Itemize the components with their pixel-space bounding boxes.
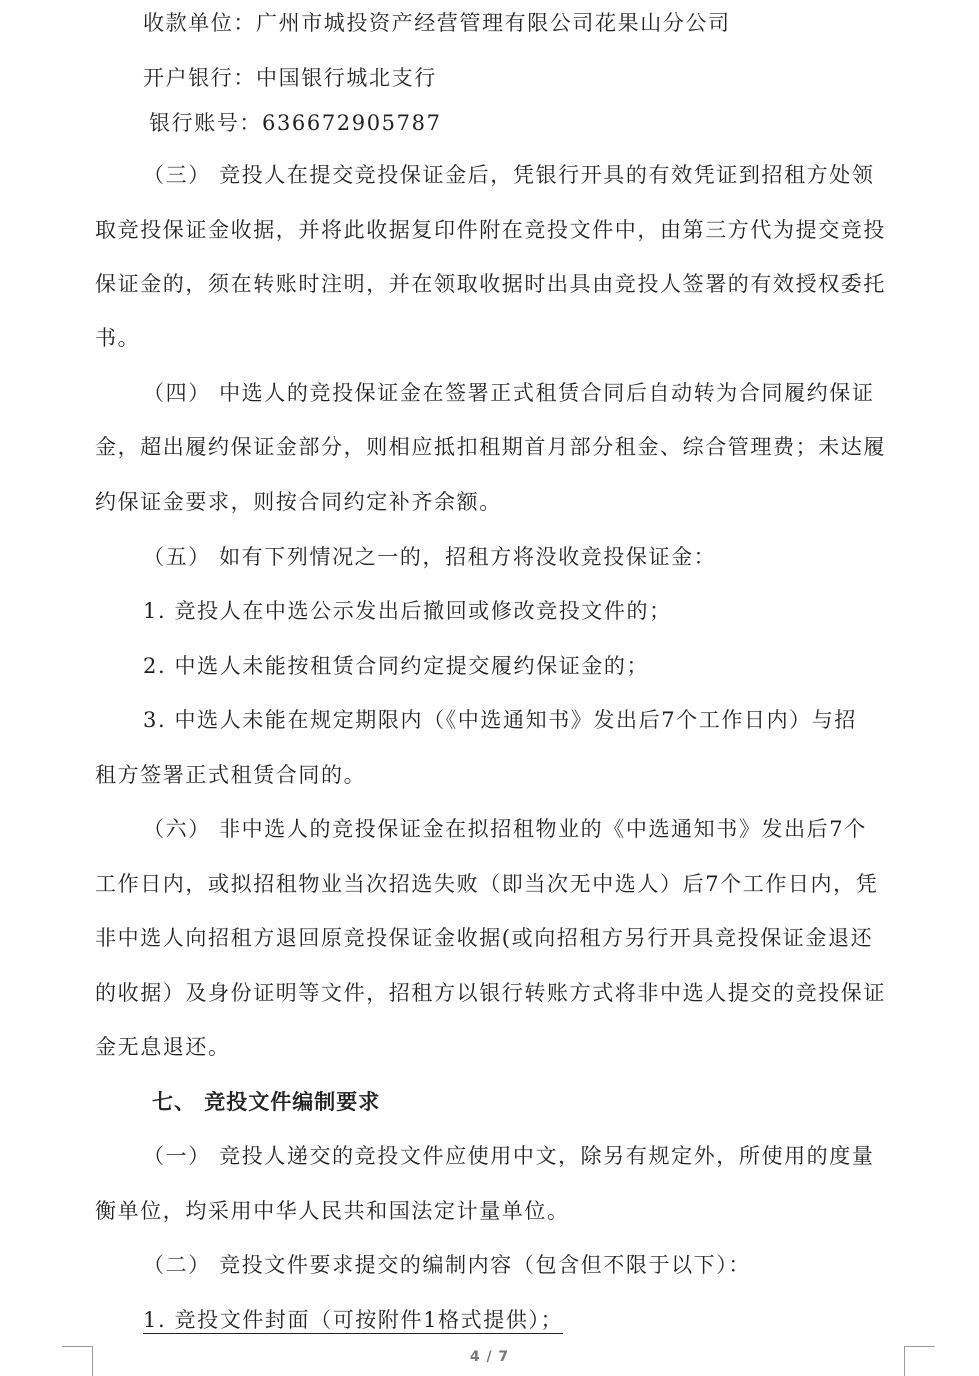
paragraph-line: 租方签署正式租赁合同的。: [95, 763, 367, 787]
list-item: 1. 竞投人在中选公示发出后撤回或修改竞投文件的；: [143, 599, 672, 623]
paragraph-line: 的收据）及身份证明等文件，招租方以银行转账方式将非中选人提交的竞投保证: [95, 981, 886, 1005]
paragraph-line: 衡单位，均采用中华人民共和国法定计量单位。: [95, 1199, 570, 1223]
crop-mark-left-horizontal: [62, 1346, 93, 1347]
paragraph-line: （五） 如有下列情况之一的，招租方将没收竞投保证金：: [143, 545, 717, 569]
paragraph-line: （三） 竞投人在提交竞投保证金后，凭银行开具的有效凭证到招租方处领: [143, 163, 875, 187]
paragraph-line: 金无息退还。: [95, 1035, 231, 1059]
paragraph-line: 工作日内，或拟招租物业当次招选失败（即当次无中选人）后7个工作日内，凭: [95, 872, 879, 896]
crop-mark-right-horizontal: [904, 1346, 935, 1347]
paragraph-line: 约保证金要求，则按合同约定补齐余额。: [95, 490, 502, 514]
paragraph-line: （六） 非中选人的竞投保证金在拟招租物业的《中选通知书》发出后7个: [143, 817, 867, 841]
paragraph-line: 非中选人向招租方退回原竞投保证金收据(或向招租方另行开具竞投保证金退还: [95, 926, 874, 950]
paragraph-line: （四） 中选人的竞投保证金在签署正式租赁合同后自动转为合同履约保证: [143, 381, 875, 405]
list-item: [143, 1306, 563, 1334]
account-line: 银行账号：636672905787: [149, 111, 442, 135]
paragraph-line: 书。: [95, 326, 141, 350]
section-heading: 七、 竞投文件编制要求: [152, 1090, 381, 1114]
paragraph-line: 金，超出履约保证金部分，则相应抵扣租期首月部分租金、综合管理费；未达履: [95, 435, 886, 459]
list-item: 2. 中选人未能按租赁合同约定提交履约保证金的；: [143, 654, 650, 678]
bank-line: 开户银行：中国银行城北支行: [143, 66, 437, 90]
list-item: 3. 中选人未能在规定期限内（《中选通知书》发出后7个工作日内）与招: [143, 708, 857, 732]
paragraph-line: 保证金的，须在转账时注明，并在领取收据时出具由竞投人签署的有效授权委托: [95, 272, 886, 296]
underlined-text: 1. 竞投文件封面（可按附件1格式提供）；: [143, 1308, 564, 1332]
paragraph-line: （一） 竞投人递交的竞投文件应使用中文，除另有规定外，所使用的度量: [143, 1144, 875, 1168]
payee-line: 收款单位：广州市城投资产经营管理有限公司花果山分公司: [143, 11, 731, 35]
paragraph-line: （二） 竞投文件要求提交的编制内容（包含但不限于以下）：: [143, 1253, 751, 1277]
paragraph-line: 取竞投保证金收据，并将此收据复印件附在竞投文件中，由第三方代为提交竞投: [95, 218, 886, 242]
page-number: 4 / 7: [469, 1349, 510, 1365]
